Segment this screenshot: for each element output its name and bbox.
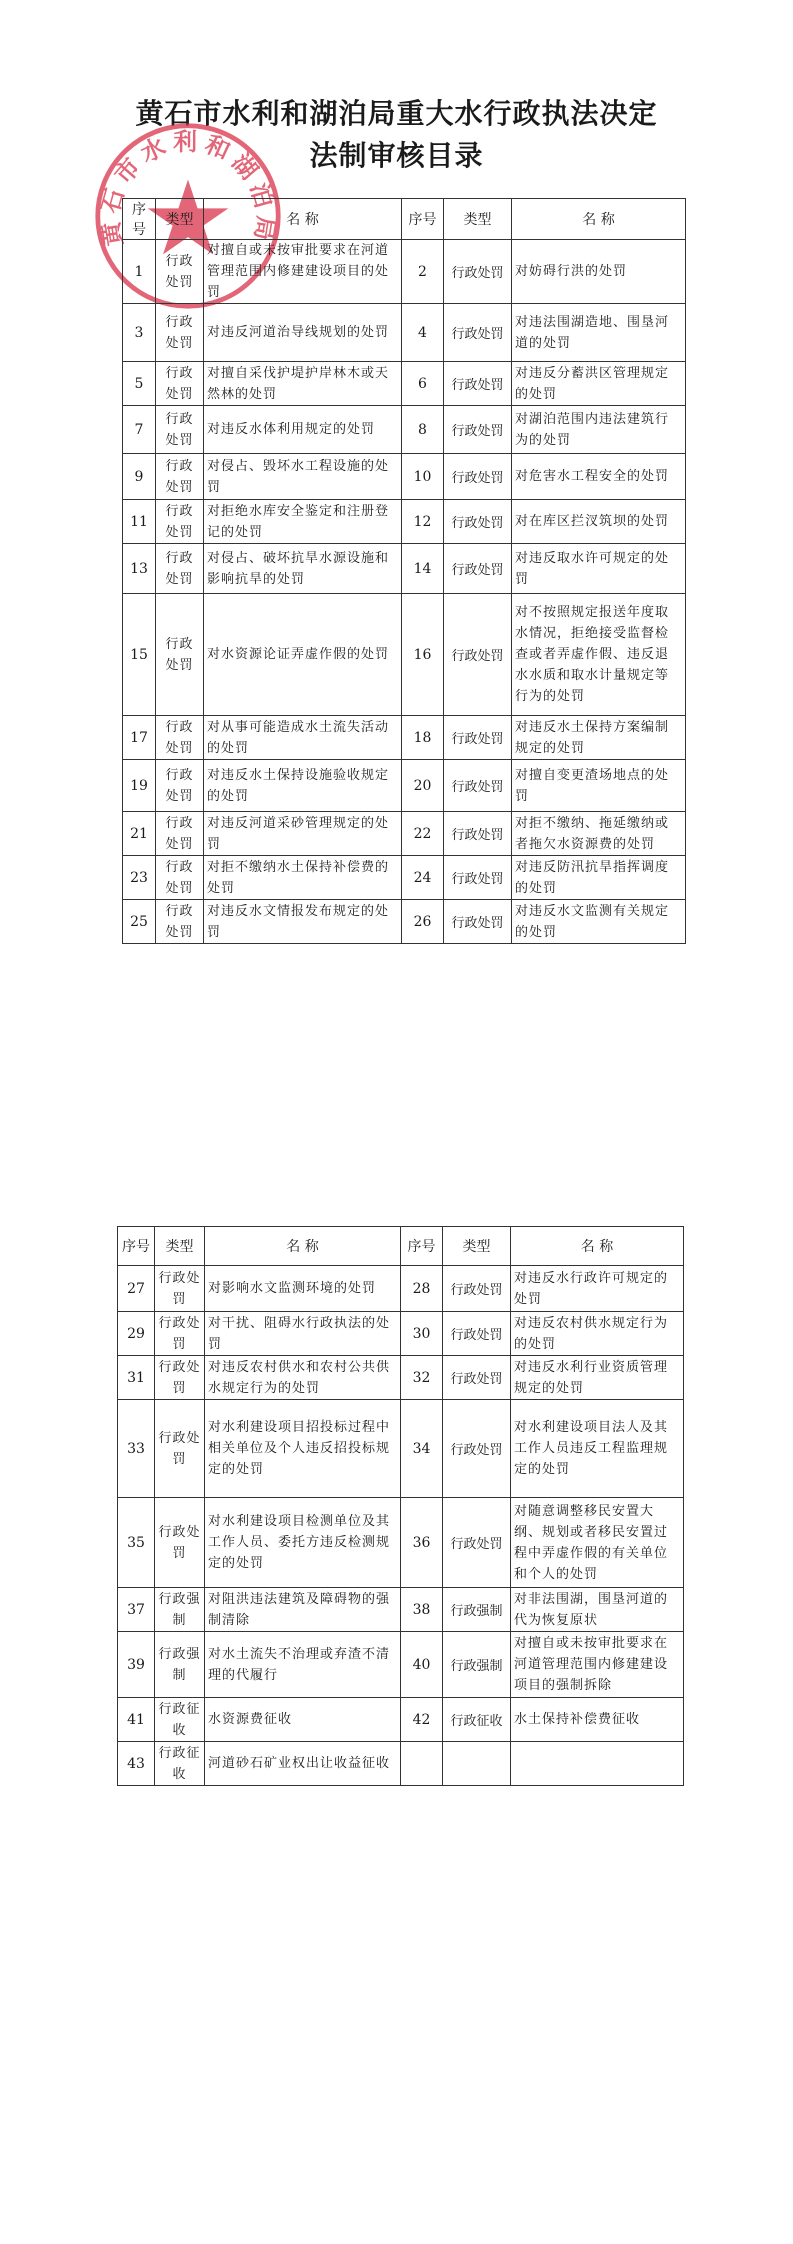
cell-name: 对拒不缴纳、拖延缴纳或者拖欠水资源费的处罚 [512, 812, 686, 856]
cell-name: 对擅自或未按审批要求在河道管理范围内修建建设项目的强制拆除 [511, 1632, 684, 1698]
table-row [118, 1588, 684, 1632]
table-row [118, 1742, 684, 1786]
cell-name: 水土保持补偿费征收 [511, 1698, 684, 1742]
cell-type: 行政强制 [443, 1632, 511, 1698]
cell-type: 行政征收 [155, 1698, 205, 1742]
cell-number: 13 [123, 544, 156, 594]
cell-name: 对违反河道采砂管理规定的处罚 [204, 812, 402, 856]
cell-type: 行政处罚 [156, 454, 204, 500]
cell-number: 36 [401, 1498, 443, 1588]
cell-type: 行政处罚 [443, 1498, 511, 1588]
table-row [123, 812, 686, 856]
cell-name: 对干扰、阻碍水行政执法的处罚 [205, 1312, 401, 1356]
cell-name: 对违反农村供水和农村公共供水规定行为的处罚 [205, 1356, 401, 1400]
cell-type [443, 1742, 511, 1786]
cell-number: 39 [118, 1632, 155, 1698]
cell-number: 26 [402, 900, 444, 944]
cell-name: 对违反水利行业资质管理规定的处罚 [511, 1356, 684, 1400]
table-row [123, 454, 686, 500]
cell-type: 行政处罚 [444, 544, 512, 594]
cell-number: 41 [118, 1698, 155, 1742]
seal-text: 黄石市水利和湖泊局 [95, 127, 281, 249]
review-catalog-table-1 [122, 198, 686, 944]
table-row [123, 500, 686, 544]
table-header-row [118, 1227, 684, 1266]
table-row [123, 900, 686, 944]
cell-type: 行政处罚 [444, 900, 512, 944]
cell-number: 43 [118, 1742, 155, 1786]
cell-number: 17 [123, 716, 156, 760]
cell-type: 行政处罚 [444, 594, 512, 716]
cell-name: 对违反农村供水规定行为的处罚 [511, 1312, 684, 1356]
cell-type: 行政处罚 [156, 500, 204, 544]
cell-name: 对水利建设项目检测单位及其工作人员、委托方违反检测规定的处罚 [205, 1498, 401, 1588]
cell-type: 行政处罚 [443, 1356, 511, 1400]
cell-number: 24 [402, 856, 444, 900]
cell-type: 行政处罚 [444, 304, 512, 362]
cell-type: 行政处罚 [156, 594, 204, 716]
cell-number: 14 [402, 544, 444, 594]
table-row [118, 1698, 684, 1742]
cell-name: 对非法围湖，围垦河道的代为恢复原状 [511, 1588, 684, 1632]
cell-name: 对侵占、毁坏水工程设施的处罚 [204, 454, 402, 500]
cell-type: 行政处罚 [444, 716, 512, 760]
cell-type: 行政处罚 [444, 856, 512, 900]
cell-number: 42 [401, 1698, 443, 1742]
table-row [123, 304, 686, 362]
header-no: 序号 [402, 199, 444, 240]
cell-name: 对妨碍行洪的处罚 [512, 240, 686, 304]
table-row [123, 856, 686, 900]
cell-name: 对违反水文监测有关规定的处罚 [512, 900, 686, 944]
cell-name: 对危害水工程安全的处罚 [512, 454, 686, 500]
cell-name [511, 1742, 684, 1786]
cell-type: 行政征收 [443, 1698, 511, 1742]
table-row [118, 1632, 684, 1698]
header-no: 序号 [118, 1227, 155, 1266]
cell-type: 行政处罚 [155, 1356, 205, 1400]
cell-name: 对违反河道治导线规划的处罚 [204, 304, 402, 362]
cell-type: 行政处罚 [156, 760, 204, 812]
table-row [118, 1356, 684, 1400]
cell-number: 37 [118, 1588, 155, 1632]
header-name: 名 称 [205, 1227, 401, 1266]
cell-number: 2 [402, 240, 444, 304]
table-row [118, 1266, 684, 1312]
cell-type: 行政处罚 [444, 454, 512, 500]
review-catalog-table-2 [117, 1226, 684, 1786]
cell-number: 4 [402, 304, 444, 362]
cell-name: 对擅自或未按审批要求在河道管理范围内修建建设项目的处罚 [204, 240, 402, 304]
cell-name: 对违反水土保持设施验收规定的处罚 [204, 760, 402, 812]
cell-name: 对水资源论证弄虚作假的处罚 [204, 594, 402, 716]
cell-name: 河道砂石矿业权出让收益征收 [205, 1742, 401, 1786]
header-name: 名 称 [512, 199, 686, 240]
cell-number: 11 [123, 500, 156, 544]
cell-type: 行政处罚 [443, 1400, 511, 1498]
cell-name: 对违反取水许可规定的处罚 [512, 544, 686, 594]
cell-number: 23 [123, 856, 156, 900]
cell-type: 行政处罚 [156, 304, 204, 362]
cell-number: 5 [123, 362, 156, 406]
cell-type: 行政处罚 [156, 900, 204, 944]
cell-number: 15 [123, 594, 156, 716]
cell-number: 16 [402, 594, 444, 716]
table-row [123, 760, 686, 812]
cell-type: 行政征收 [155, 1742, 205, 1786]
cell-name: 水资源费征收 [205, 1698, 401, 1742]
cell-name: 对阻洪违法建筑及障碍物的强制清除 [205, 1588, 401, 1632]
cell-number: 3 [123, 304, 156, 362]
cell-name: 对从事可能造成水土流失活动的处罚 [204, 716, 402, 760]
cell-number: 25 [123, 900, 156, 944]
cell-name: 对违反防汛抗旱指挥调度的处罚 [512, 856, 686, 900]
cell-number: 34 [401, 1400, 443, 1498]
table-row [123, 544, 686, 594]
cell-type: 行政处罚 [156, 856, 204, 900]
cell-type: 行政处罚 [156, 812, 204, 856]
header-type: 类型 [155, 1227, 205, 1266]
header-no: 序号 [401, 1227, 443, 1266]
cell-type: 行政强制 [155, 1632, 205, 1698]
cell-name: 对拒不缴纳水土保持补偿费的处罚 [204, 856, 402, 900]
document-subtitle: 法制审核目录 [309, 139, 484, 172]
cell-name: 对违法围湖造地、围垦河道的处罚 [512, 304, 686, 362]
header-type: 类型 [156, 199, 204, 240]
document-title: 黄石市水利和湖泊局重大水行政执法决定 [135, 97, 658, 130]
cell-number: 30 [401, 1312, 443, 1356]
cell-number: 6 [402, 362, 444, 406]
cell-number: 9 [123, 454, 156, 500]
cell-number: 12 [402, 500, 444, 544]
cell-number: 33 [118, 1400, 155, 1498]
cell-name: 对违反分蓄洪区管理规定的处罚 [512, 362, 686, 406]
cell-name: 对拒绝水库安全鉴定和注册登记的处罚 [204, 500, 402, 544]
cell-name: 对在库区拦汊筑坝的处罚 [512, 500, 686, 544]
cell-type: 行政处罚 [444, 406, 512, 454]
header-no: 序号 [123, 199, 156, 240]
cell-number: 35 [118, 1498, 155, 1588]
cell-number: 29 [118, 1312, 155, 1356]
cell-number: 1 [123, 240, 156, 304]
table-row [123, 362, 686, 406]
cell-number: 28 [401, 1266, 443, 1312]
cell-type: 行政处罚 [444, 240, 512, 304]
table-row [123, 716, 686, 760]
cell-number: 32 [401, 1356, 443, 1400]
cell-type: 行政处罚 [156, 544, 204, 594]
cell-name: 对不按照规定报送年度取水情况，拒绝接受监督检查或者弄虚作假、违反退水水质和取水计量规定等行为的处罚 [512, 594, 686, 716]
cell-number [401, 1742, 443, 1786]
cell-name: 对违反水体利用规定的处罚 [204, 406, 402, 454]
cell-type: 行政处罚 [156, 716, 204, 760]
cell-type: 行政强制 [443, 1588, 511, 1632]
table-row [123, 240, 686, 304]
table-row [118, 1400, 684, 1498]
cell-type: 行政处罚 [444, 500, 512, 544]
cell-name: 对侵占、破坏抗旱水源设施和影响抗旱的处罚 [204, 544, 402, 594]
table-row [118, 1312, 684, 1356]
table-row [123, 406, 686, 454]
cell-name: 对擅自采伐护堤护岸林木或天然林的处罚 [204, 362, 402, 406]
cell-name: 对随意调整移民安置大纲、规划或者移民安置过程中弄虚作假的有关单位和个人的处罚 [511, 1498, 684, 1588]
cell-number: 8 [402, 406, 444, 454]
cell-number: 22 [402, 812, 444, 856]
cell-type: 行政处罚 [444, 362, 512, 406]
cell-name: 对湖泊范围内违法建筑行为的处罚 [512, 406, 686, 454]
table-header-row [123, 199, 686, 240]
cell-name: 对水利建设项目法人及其工作人员违反工程监理规定的处罚 [511, 1400, 684, 1498]
table-row [118, 1498, 684, 1588]
header-type: 类型 [444, 199, 512, 240]
cell-number: 18 [402, 716, 444, 760]
cell-type: 行政处罚 [156, 240, 204, 304]
cell-type: 行政处罚 [444, 812, 512, 856]
cell-number: 40 [401, 1632, 443, 1698]
cell-name: 对影响水文监测环境的处罚 [205, 1266, 401, 1312]
cell-type: 行政处罚 [155, 1498, 205, 1588]
cell-name: 对擅自变更渣场地点的处罚 [512, 760, 686, 812]
cell-type: 行政处罚 [155, 1266, 205, 1312]
cell-number: 31 [118, 1356, 155, 1400]
cell-number: 10 [402, 454, 444, 500]
table-row [123, 594, 686, 716]
cell-number: 21 [123, 812, 156, 856]
cell-type: 行政处罚 [156, 406, 204, 454]
cell-type: 行政强制 [155, 1588, 205, 1632]
header-type: 类型 [443, 1227, 511, 1266]
cell-name: 对违反水文情报发布规定的处罚 [204, 900, 402, 944]
cell-type: 行政处罚 [443, 1312, 511, 1356]
cell-number: 7 [123, 406, 156, 454]
cell-type: 行政处罚 [443, 1266, 511, 1312]
cell-type: 行政处罚 [156, 362, 204, 406]
cell-number: 38 [401, 1588, 443, 1632]
cell-number: 27 [118, 1266, 155, 1312]
cell-type: 行政处罚 [155, 1312, 205, 1356]
cell-name: 对违反水行政许可规定的处罚 [511, 1266, 684, 1312]
cell-type: 行政处罚 [444, 760, 512, 812]
header-name: 名 称 [511, 1227, 684, 1266]
cell-name: 对水利建设项目招投标过程中相关单位及个人违反招投标规定的处罚 [205, 1400, 401, 1498]
cell-number: 19 [123, 760, 156, 812]
cell-type: 行政处罚 [155, 1400, 205, 1498]
cell-name: 对违反水土保持方案编制规定的处罚 [512, 716, 686, 760]
cell-number: 20 [402, 760, 444, 812]
cell-name: 对水土流失不治理或弃渣不清理的代履行 [205, 1632, 401, 1698]
header-name: 名 称 [204, 199, 402, 240]
